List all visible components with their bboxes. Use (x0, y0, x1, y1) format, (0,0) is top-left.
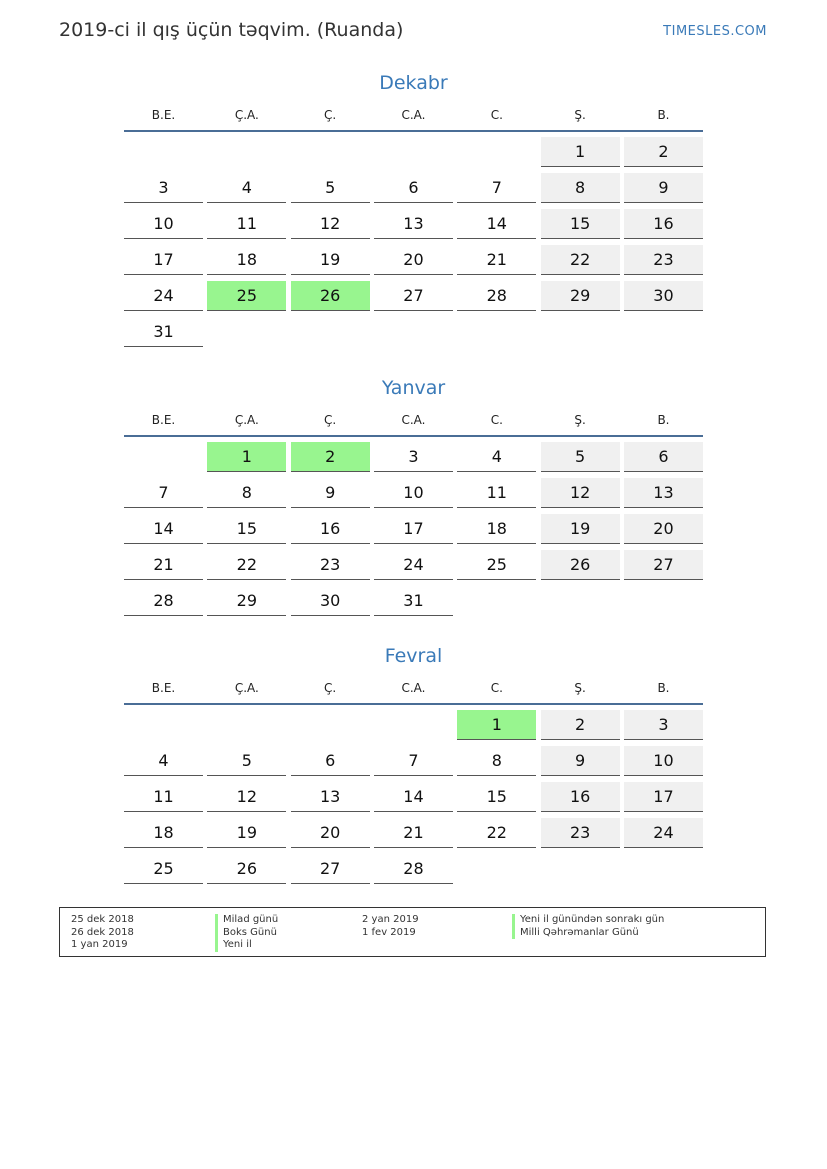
empty-cell (124, 442, 203, 472)
holiday-day-cell: 26 (291, 281, 370, 311)
day-cell: 11 (457, 478, 536, 508)
day-cell: 7 (457, 173, 536, 203)
day-cell: 17 (624, 782, 703, 812)
day-cell: 5 (291, 173, 370, 203)
day-cell: 4 (207, 173, 286, 203)
day-cell: 4 (124, 746, 203, 776)
day-cell: 17 (124, 245, 203, 275)
day-cell: 23 (291, 550, 370, 580)
day-cell: 28 (374, 854, 453, 884)
day-cell: 30 (291, 586, 370, 616)
weekday-label: Ç.A. (234, 413, 259, 427)
day-cell: 3 (124, 173, 203, 203)
holiday-legend (59, 907, 766, 957)
day-cell: 10 (624, 746, 703, 776)
day-cell: 27 (374, 281, 453, 311)
day-cell: 30 (624, 281, 703, 311)
day-cell: 17 (374, 514, 453, 544)
day-cell: 28 (457, 281, 536, 311)
day-cell: 21 (124, 550, 203, 580)
empty-cell (457, 137, 536, 167)
day-cell: 24 (124, 281, 203, 311)
legend-holiday-name: Milli Qəhrəmanlar Günü (512, 927, 664, 940)
weekday-label: C.A. (401, 681, 426, 695)
day-cell: 15 (457, 782, 536, 812)
day-cell: 24 (624, 818, 703, 848)
weekday-header (124, 405, 703, 437)
month-december (124, 66, 703, 347)
page-title: 2019-ci il qış üçün təqvim. (Ruanda) (59, 19, 404, 41)
day-cell: 15 (541, 209, 620, 239)
legend-date: 26 dek 2018 (71, 926, 134, 938)
day-cell: 13 (624, 478, 703, 508)
day-cell: 25 (457, 550, 536, 580)
legend-holiday-name: Milad günü (215, 914, 278, 927)
day-cell: 3 (374, 442, 453, 472)
day-cell: 16 (624, 209, 703, 239)
legend-holiday-name: Yeni il günündən sonrakı gün (512, 914, 664, 927)
day-cell: 9 (624, 173, 703, 203)
day-cell: 22 (457, 818, 536, 848)
weekday-label: B. (657, 413, 670, 427)
empty-cell (124, 137, 203, 167)
weekday-label: C.A. (401, 108, 426, 122)
day-cell: 21 (374, 818, 453, 848)
day-cell: 16 (541, 782, 620, 812)
legend-names-right (512, 914, 664, 939)
day-cell: 10 (124, 209, 203, 239)
day-cell: 9 (291, 478, 370, 508)
day-cell: 31 (124, 317, 203, 347)
weekday-header (124, 673, 703, 705)
day-cell: 31 (374, 586, 453, 616)
day-cell: 14 (124, 514, 203, 544)
day-cell: 29 (207, 586, 286, 616)
weekday-label: B. (657, 681, 670, 695)
day-cell: 20 (374, 245, 453, 275)
day-cell: 10 (374, 478, 453, 508)
day-cell: 27 (624, 550, 703, 580)
empty-cell (374, 710, 453, 740)
day-cell: 9 (541, 746, 620, 776)
day-cell: 1 (541, 137, 620, 167)
legend-date: 1 fev 2019 (362, 926, 416, 938)
day-cell: 18 (457, 514, 536, 544)
day-cell: 20 (624, 514, 703, 544)
weekday-label: C. (490, 413, 503, 427)
day-cell: 28 (124, 586, 203, 616)
day-cell: 12 (291, 209, 370, 239)
legend-holiday-name: Yeni il (215, 939, 278, 952)
site-link[interactable]: TIMESLES.COM (663, 24, 767, 39)
day-cell: 14 (374, 782, 453, 812)
day-cell: 20 (291, 818, 370, 848)
day-cell: 25 (124, 854, 203, 884)
empty-cell (291, 710, 370, 740)
weekday-header (124, 100, 703, 132)
day-cell: 21 (457, 245, 536, 275)
day-cell: 27 (291, 854, 370, 884)
day-cell: 13 (291, 782, 370, 812)
day-cell: 18 (207, 245, 286, 275)
day-cell: 4 (457, 442, 536, 472)
weekday-label: Ş. (574, 413, 586, 427)
day-cell: 14 (457, 209, 536, 239)
weekday-label: C. (490, 681, 503, 695)
month-title: Fevral (384, 645, 443, 667)
empty-cell (124, 710, 203, 740)
day-cell: 8 (541, 173, 620, 203)
weekday-label: C. (490, 108, 503, 122)
day-cell: 2 (624, 137, 703, 167)
day-cell: 19 (207, 818, 286, 848)
day-cell: 7 (124, 478, 203, 508)
day-grid (124, 137, 703, 347)
holiday-day-cell: 1 (457, 710, 536, 740)
day-grid (124, 710, 703, 884)
legend-dates-left (71, 914, 134, 952)
weekday-label: B.E. (151, 681, 176, 695)
day-cell: 2 (541, 710, 620, 740)
day-cell: 15 (207, 514, 286, 544)
day-cell: 6 (291, 746, 370, 776)
holiday-day-cell: 2 (291, 442, 370, 472)
month-title: Dekabr (379, 72, 448, 94)
legend-date: 1 yan 2019 (71, 939, 128, 950)
day-cell: 23 (624, 245, 703, 275)
day-cell: 12 (207, 782, 286, 812)
weekday-label: B.E. (151, 108, 176, 122)
day-cell: 8 (207, 478, 286, 508)
weekday-label: Ç. (324, 681, 337, 695)
day-cell: 18 (124, 818, 203, 848)
legend-date: 2 yan 2019 (362, 914, 419, 925)
day-cell: 11 (207, 209, 286, 239)
weekday-label: Ş. (574, 681, 586, 695)
weekday-label: Ç. (324, 413, 337, 427)
holiday-day-cell: 25 (207, 281, 286, 311)
month-title: Yanvar (381, 377, 446, 399)
weekday-label: B. (657, 108, 670, 122)
day-cell: 26 (207, 854, 286, 884)
day-cell: 29 (541, 281, 620, 311)
weekday-label: Ç.A. (234, 108, 259, 122)
day-cell: 22 (207, 550, 286, 580)
empty-cell (291, 137, 370, 167)
day-cell: 23 (541, 818, 620, 848)
legend-date: 25 dek 2018 (71, 914, 134, 925)
empty-cell (207, 710, 286, 740)
day-cell: 16 (291, 514, 370, 544)
day-cell: 6 (624, 442, 703, 472)
day-cell: 5 (541, 442, 620, 472)
day-cell: 7 (374, 746, 453, 776)
day-cell: 19 (291, 245, 370, 275)
empty-cell (207, 137, 286, 167)
weekday-label: Ş. (574, 108, 586, 122)
day-cell: 6 (374, 173, 453, 203)
legend-holiday-name: Boks Günü (215, 927, 278, 940)
weekday-label: Ç.A. (234, 681, 259, 695)
day-cell: 13 (374, 209, 453, 239)
holiday-day-cell: 1 (207, 442, 286, 472)
day-cell: 5 (207, 746, 286, 776)
weekday-label: C.A. (401, 413, 426, 427)
month-january (124, 371, 703, 616)
legend-dates-right (362, 914, 419, 939)
day-cell: 12 (541, 478, 620, 508)
legend-names-left (215, 914, 278, 952)
day-cell: 11 (124, 782, 203, 812)
day-cell: 8 (457, 746, 536, 776)
day-cell: 19 (541, 514, 620, 544)
empty-cell (374, 137, 453, 167)
day-cell: 3 (624, 710, 703, 740)
day-grid (124, 442, 703, 616)
day-cell: 26 (541, 550, 620, 580)
day-cell: 24 (374, 550, 453, 580)
weekday-label: B.E. (151, 413, 176, 427)
day-cell: 22 (541, 245, 620, 275)
month-february (124, 639, 703, 884)
weekday-label: Ç. (324, 108, 337, 122)
